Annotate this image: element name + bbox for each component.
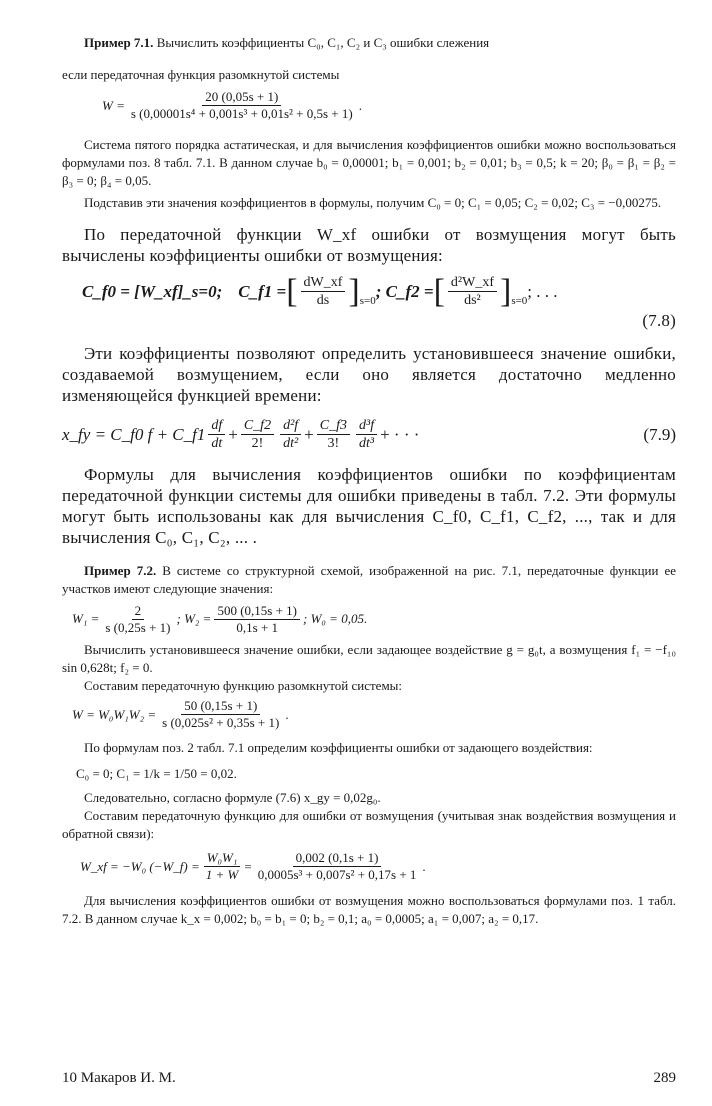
eq78-c-lhs: ; C_f2 =	[375, 281, 434, 301]
equation-w-open-loop	[102, 90, 676, 122]
eq78-b-sub: s=0	[359, 294, 376, 307]
numerator: 20 (0,05s + 1)	[202, 90, 281, 106]
eq79-lhs: x_fy = C_f0 f + C_f1	[62, 424, 206, 444]
wxf-f2-den: 0,0005s³ + 0,007s² + 0,17s + 1	[257, 867, 417, 883]
example-7-1-para1: Система пятого порядка астатическая, и для вычисления коэффициентов ошибки можно воспользоваться формулами поз. 8 табл. 7.1. В данном случае b₀ = 0,00001; b₁ = 0,001; b₂ = 0,01; b₃ = 0,5; k = 20; β₀ = β₁ = β₂ = β₃ = 0; β₄ = 0,05.	[62, 136, 676, 188]
example-7-1-text: Вычислить коэффициенты C₀, C₁, C₂ и C₃ ошибки слежения	[153, 35, 490, 50]
eq79-tail: + · · ·	[380, 424, 420, 444]
eq79-plus1: +	[228, 424, 238, 444]
example-7-2-label: Пример 7.2.	[84, 562, 157, 578]
eq79-f1-num: df	[208, 418, 225, 435]
page-footer	[62, 1070, 676, 1087]
coefficients-line: C₀ = 0; C₁ = 1/k = 1/50 = 0,02.	[76, 765, 237, 781]
main-para3: Формулы для вычисления коэффициентов ошибки по коэффициентам передаточной функции системы для ошибки приведены в табл. 7.2. Эти формулы могут быть использованы как для вычисления C_f0, C_f1, C_f2, ..., так и для вычисления C₀, C₁, C₂, ... .	[62, 464, 676, 547]
eq78-tail: ; . . .	[527, 281, 558, 301]
equation-w-total	[72, 699, 676, 731]
eq78-c-sub: s=0	[511, 294, 528, 307]
example-7-2-para1: Вычислить установившееся значение ошибки, если задающее воздействие g = g₀t, а возмущения f₁ = −f₁₀ sin 0,628t; f₂ = 0.	[62, 642, 676, 676]
eq78-b-num: dW_xf	[301, 275, 346, 292]
equation-wxf	[80, 851, 676, 883]
eq-end: .	[358, 97, 362, 113]
w1-lhs: W₁ =	[72, 611, 100, 627]
equation-w1-w2	[72, 604, 676, 636]
example-7-2-para2: Составим передаточную функцию разомкнутой системы:	[84, 678, 403, 694]
w2-num: 500 (0,15s + 1)	[214, 604, 300, 620]
eq78-c-den: ds²	[464, 293, 481, 309]
example-7-2-text: В системе со структурной схемой, изображенной на рис. 7.1, передаточные функции ее участков имеют следующие значения:	[62, 562, 677, 596]
eq79-f3-den: 3!	[327, 436, 340, 452]
fraction	[128, 90, 356, 122]
eq79-f2-num: C_f2	[241, 418, 274, 435]
example-7-1-para2: Подставив эти значения коэффициентов в формулы, получим C₀ = 0; C₁ = 0,05; C₂ = 0,02; C₃ = −0,00275.	[84, 194, 662, 210]
eq78-b-den: ds	[316, 293, 330, 309]
weq-end: .	[285, 706, 289, 722]
eq79-f3-num: C_f3	[317, 418, 350, 435]
wxf-f1-den: 1 + W	[205, 867, 239, 883]
eq78-b-lhs: C_f1 =	[238, 281, 287, 301]
eq-lhs: W =	[102, 97, 125, 113]
w1-num: 2	[132, 604, 145, 620]
w0-value: ; W₀ = 0,05.	[303, 611, 368, 627]
example-7-1-label: Пример 7.1.	[84, 35, 154, 50]
equation-7-9	[62, 414, 676, 456]
eq79-d2-num: d²f	[280, 418, 301, 435]
eq79-d3-num: d³f	[356, 418, 377, 435]
eq79-d3-den: dt³	[359, 436, 375, 452]
weq-num: 50 (0,15s + 1)	[181, 699, 260, 715]
eq78-c-bracket: [ $\frac{\text{d²W\_xf}}{\text{ds²}}$ ] s=0	[433, 272, 528, 310]
eq78-b-bracket: [ $\frac{dW\_xf}{ds}$ ] s=0	[286, 272, 376, 310]
main-para2: Эти коэффициенты позволяют определить установившееся значение ошибки, создаваемой возмущением, если оно является достаточно медленно изменяющейся функцией времени:	[62, 343, 676, 405]
wxf-end: .	[422, 858, 426, 874]
example-7-2-para4: Следовательно, согласно формуле (7.6) x_gy = 0,02g₀.	[84, 789, 381, 805]
eq79-f1-den: dt	[211, 436, 223, 452]
example-7-2-para3: По формулам поз. 2 табл. 7.1 определим коэффициенты ошибки от задающего воздействия:	[84, 739, 593, 755]
w1-den: s (0,25s + 1)	[105, 619, 171, 635]
example-7-2-para5: Составим передаточную функцию для ошибки от возмущения (учитывая знак воздействия возмущения и обратной связи):	[62, 807, 676, 841]
wxf-f2-num: 0,002 (0,1s + 1)	[293, 851, 382, 867]
w2-lhs: ; W₂ =	[176, 611, 212, 627]
page-number: 289	[653, 1070, 676, 1086]
example-7-1-intro	[62, 34, 676, 52]
equation-7-8	[82, 272, 676, 312]
eq79-f2-den: 2!	[251, 436, 264, 452]
wxf-f1-num: W₀W₁	[204, 851, 241, 867]
example-7-1-text2: если передаточная функция разомкнутой системы	[62, 67, 340, 82]
example-7-2-para6: Для вычисления коэффициентов ошибки от возмущения можно воспользоваться формулами поз. 1 табл. 7.2. В данном случае k_x = 0,002; b₀ = b₁ = 0; b₂ = 0,1; a₀ = 0,0005; a₁ = 0,007; a₂ = 0,17.	[62, 893, 676, 927]
eq78-a: C_f0 = [W_xf]_s=0;	[82, 281, 223, 301]
eq79-d2-den: dt²	[283, 436, 299, 452]
footer-signature: 10 Макаров И. М.	[62, 1070, 176, 1086]
eq79-plus2: +	[304, 424, 314, 444]
main-para1: По передаточной функции W_xf ошибки от возмущения могут быть вычислены коэффициенты ошибки от возмущения:	[62, 224, 676, 265]
weq-den: s (0,025s² + 0,35s + 1)	[162, 715, 280, 731]
eq78-number: (7.8)	[642, 310, 676, 330]
w2-den: 0,1s + 1	[236, 619, 279, 635]
wxf-eq: =	[244, 858, 252, 874]
example-7-2-intro	[62, 562, 676, 598]
eq79-number: (7.9)	[643, 424, 676, 444]
wxf-lhs: W_xf = −W₀ (−W_f) =	[80, 858, 200, 874]
eq78-c-num: d²W_xf	[448, 275, 497, 292]
weq-lhs: W = W₀W₁W₂ =	[72, 706, 157, 722]
denominator: s (0,00001s⁴ + 0,001s³ + 0,01s² + 0,5s + 1)	[130, 106, 353, 122]
